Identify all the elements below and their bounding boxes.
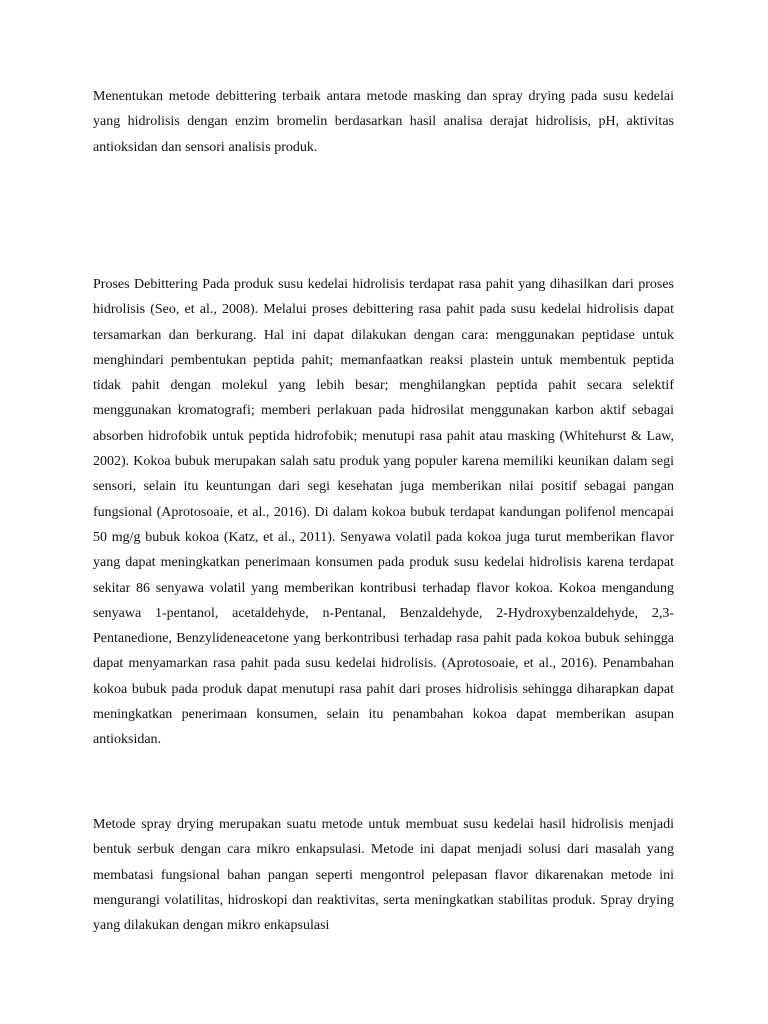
paragraph-debittering-process: Proses Debittering Pada produk susu kedelai hidrolisis terdapat rasa pahit yang dihasilkan dari proses hidrolisis (Seo, et al., 2008). Melalui proses debittering rasa pahit pada susu kedelai hidrolisis dapat tersamarkan dan berkurang. Hal ini dapat dilakukan dengan cara: menggunakan peptidase untuk menghindari pembentukan peptida pahit; memanfaatkan reaksi plastein untuk membentuk peptida tidak pahit dengan molekul yang lebih besar; menghilangkan peptida pahit secara selektif menggunakan kromatografi; memberi perlakuan pada hidrosilat menggunakan karbon aktif sebagai absorben hidrofobik untuk peptida hidrofobik; menutupi rasa pahit atau masking (Whitehurst & Law, 2002). Kokoa bubuk merupakan salah satu produk yang populer karena memiliki keunikan dalam segi sensori, selain itu keuntungan dari segi kesehatan juga memberikan nilai positif sebagai pangan fungsional (Aprotosoaie, et al., 2016). Di dalam kokoa bubuk terdapat kandungan polifenol mencapai 50 mg/g bubuk kokoa (Katz, et al., 2011). Senyawa volatil pada kokoa juga turut memberikan flavor yang dapat meningkatkan penerimaan konsumen pada produk susu kedelai hidrolisis karena terdapat sekitar 86 senyawa volatil yang memberikan kontribusi terhadap flavor kokoa. Kokoa mengandung senyawa 1-pentanol, acetaldehyde, n-Pentanal, Benzaldehyde, 2-Hydroxybenzaldehyde, 2,3-Pentanedione, Benzylideneacetone yang berkontribusi terhadap rasa pahit pada kokoa bubuk sehingga dapat menyamarkan rasa pahit pada susu kedelai hidrolisis. (Aprotosoaie, et al., 2016). Penambahan kokoa bubuk pada produk dapat menutupi rasa pahit dari proses hidrolisis sehingga diharapkan dapat meningkatkan penerimaan konsumen, selain itu penambahan kokoa dapat memberikan asupan antioksidan.: [93, 277, 674, 748]
paragraph-spray-drying: Metode spray drying merupakan suatu metode untuk membuat susu kedelai hasil hidrolisis menjadi bentuk serbuk dengan cara mikro enkapsulasi. Metode ini dapat menjadi solusi dari masalah yang membatasi fungsional bahan pangan seperti mengontrol pelepasan flavor dikarenakan metode ini mengurangi volatilitas, hidroskopi dan reaktivitas, serta meningkatkan stabilitas produk. Spray drying yang dilakukan dengan mikro enkapsulasi: [93, 817, 674, 934]
paragraph-objective: Menentukan metode debittering terbaik antara metode masking dan spray drying pada susu kedelai yang hidrolisis dengan enzim bromelin berdasarkan hasil analisa derajat hidrolisis, pH, aktivitas antioksidan dan sensori analisis produk.: [93, 89, 674, 155]
